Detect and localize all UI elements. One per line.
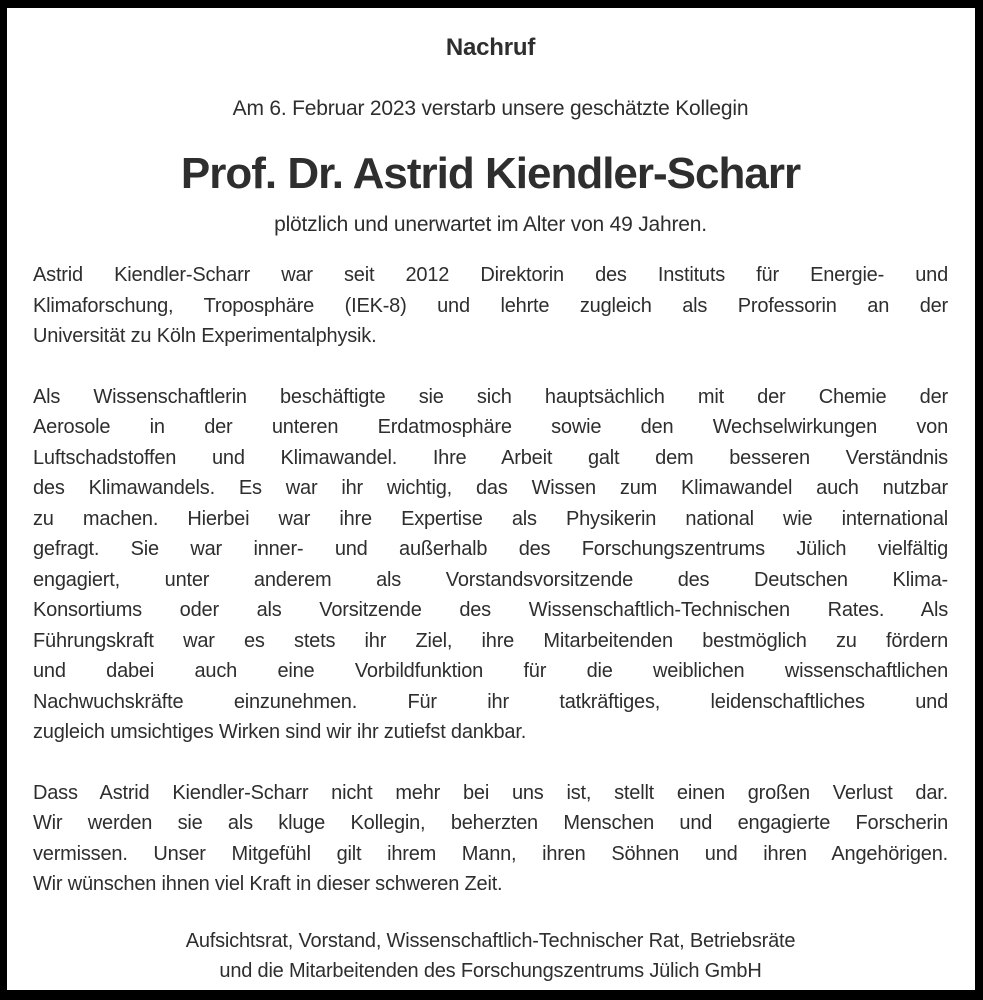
- deceased-name: Prof. Dr. Astrid Kiendler-Scharr: [180, 149, 801, 198]
- paragraph: [33, 778, 948, 900]
- text-line: zu machen. Hierbei war ihre Expertise als Physikerin national wie international: [33, 507, 948, 530]
- text-line: des Klimawandels. Es war ihr wichtig, das Wissen zum Klimawandel auch nutzbar: [33, 477, 948, 499]
- signature-line: und die Mitarbeitenden des Forschungszentrums Jülich GmbH: [219, 960, 762, 982]
- text-line: Universität zu Köln Experimentalphysik.: [33, 325, 377, 347]
- text-line: Nachwuchskräfte einzunehmen. Für ihr tatkräftiges, leidenschaftliches und: [33, 690, 948, 713]
- text-line: Aerosole in der unteren Erdatmosphäre sowie den Wechselwirkungen von: [33, 416, 948, 438]
- text-line: Wir wünschen ihnen viel Kraft in dieser schweren Zeit.: [33, 873, 503, 895]
- subtitle-line: plötzlich und unerwartet im Alter von 49 Jahren.: [274, 213, 707, 236]
- obituary-page: [7, 8, 975, 990]
- text-line: engagiert, unter anderem als Vorstandsvorsitzende des Deutschen Klima-: [33, 568, 948, 591]
- text-line: zugleich umsichtiges Wirken sind wir ihr zutiefst dankbar.: [33, 721, 527, 743]
- text-line: Klimaforschung, Troposphäre (IEK-8) und lehrte zugleich als Professorin an der: [33, 294, 948, 317]
- text-line: und dabei auch eine Vorbildfunktion für die weiblichen wissenschaftlichen: [33, 660, 948, 682]
- paragraph: [33, 382, 948, 748]
- signature-line: Aufsichtsrat, Vorstand, Wissenschaftlich-Technischer Rat, Betriebsräte: [185, 929, 796, 952]
- text-line: Luftschadstoffen und Klimawandel. Ihre Arbeit galt dem besseren Verständnis: [33, 446, 948, 469]
- paragraph: [33, 260, 948, 352]
- intro-line: Am 6. Februar 2023 verstarb unsere geschätzte Kollegin: [232, 97, 749, 120]
- text-line: vermissen. Unser Mitgefühl gilt ihrem Mann, ihren Söhnen und ihren Angehörigen.: [33, 842, 948, 865]
- text-line: Wir werden sie als kluge Kollegin, beherzten Menschen und engagierte Forscherin: [33, 812, 948, 834]
- text-line: Führungskraft war es stets ihr Ziel, ihre Mitarbeitenden bestmöglich zu fördern: [33, 629, 948, 652]
- text-line: Konsortiums oder als Vorsitzende des Wissenschaftlich-Technischen Rates. Als: [33, 599, 948, 621]
- paragraphs: [33, 260, 948, 900]
- text-line: Astrid Kiendler-Scharr war seit 2012 Direktorin des Instituts für Energie- und: [33, 264, 948, 286]
- text-line: Dass Astrid Kiendler-Scharr nicht mehr bei uns ist, stellt einen großen Verlust dar.: [33, 781, 948, 804]
- text-line: gefragt. Sie war inner- und außerhalb des Forschungszentrums Jülich vielfältig: [33, 538, 948, 560]
- text-line: Als Wissenschaftlerin beschäftigte sie sich hauptsächlich mit der Chemie der: [33, 385, 948, 408]
- obituary-title: Nachruf: [445, 34, 536, 61]
- signature: [33, 926, 948, 987]
